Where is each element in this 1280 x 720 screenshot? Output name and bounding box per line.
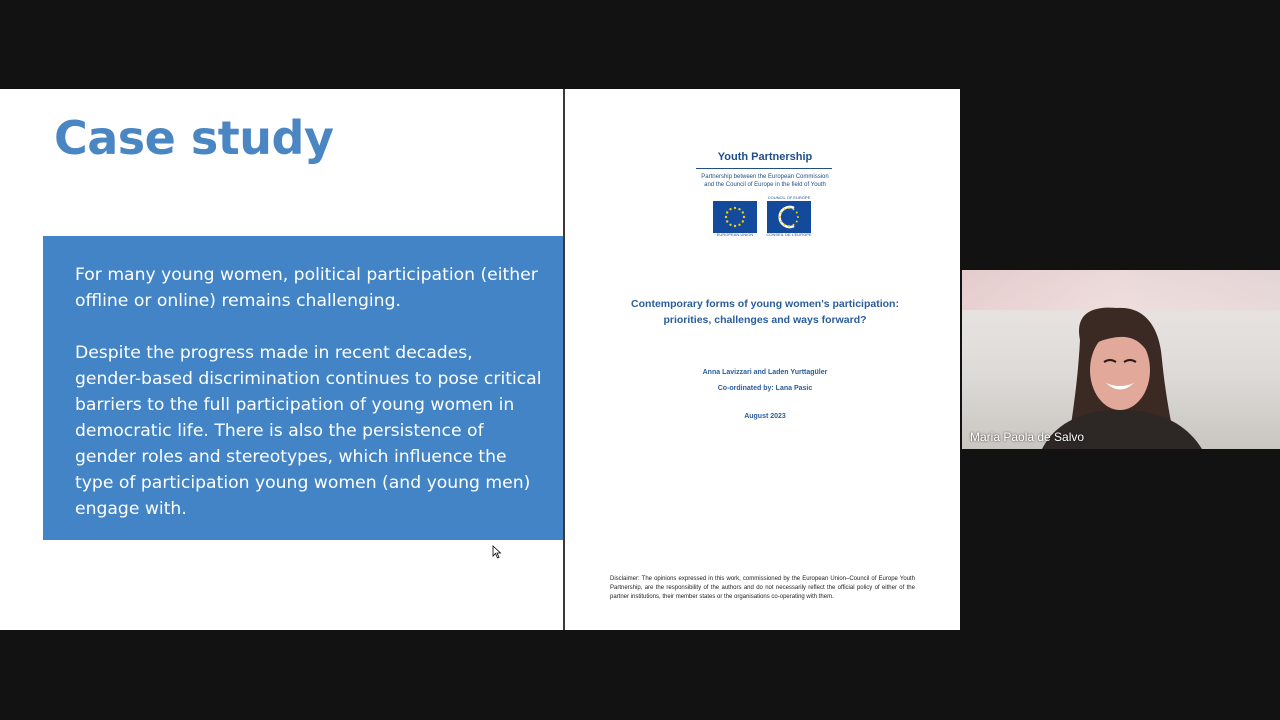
presentation-slide <box>0 89 960 630</box>
org-subtitle <box>565 173 960 189</box>
eu-logo-label: EUROPEAN UNION <box>716 232 754 237</box>
eu-flag-logo <box>713 201 757 233</box>
org-title-underline <box>696 168 832 169</box>
participant-name-label: Maria Paola de Salvo <box>970 430 1085 444</box>
slide-title: Case study <box>54 111 334 165</box>
case-study-text-box <box>43 236 563 540</box>
coordinator: Co-ordinated by: Lana Pasic <box>717 385 813 392</box>
org-title: Youth Partnership <box>717 151 813 163</box>
authors-names: Anna Lavizzari and Laden Yurttagüler <box>702 369 828 376</box>
report-cover <box>565 89 960 630</box>
coe-emblem-icon <box>767 201 811 233</box>
report-title-line-1: Contemporary forms of young women's participation: <box>631 298 899 310</box>
coe-logo-top-label: COUNCIL OF EUROPE <box>767 195 811 200</box>
council-of-europe-logo <box>767 201 811 233</box>
eu-stars-icon <box>713 201 757 233</box>
report-authors <box>565 365 960 397</box>
report-title-line-2: priorities, challenges and ways forward? <box>663 314 867 326</box>
report-disclaimer: Disclaimer: The opinions expressed in this work, commissioned by the European Union–Council of Europe Youth Partnership, are the responsibility of the authors and do not necessarily reflect the official policy of either of the partner institutions, their member states or the organisations co-operating with them. <box>610 576 915 600</box>
slide-paragraph-2: Despite the progress made in recent decades, gender-based discrimination continues to pose critical barriers to the full participation of young women in democratic life. There is also the persistence of gender roles and stereotypes, which influence the type of participation young women (and young men) engage with. <box>75 343 542 519</box>
org-subtitle-line-2: and the Council of Europe in the field of Youth <box>704 182 826 188</box>
slide-paragraph-1: For many young women, political participation (either offline or online) remains challenging. <box>75 265 538 311</box>
report-date: August 2023 <box>744 413 786 420</box>
participant-video-tile[interactable] <box>962 270 1280 449</box>
mouse-cursor-icon <box>492 545 502 559</box>
participant-video-icon <box>962 270 1280 449</box>
report-title <box>565 296 960 328</box>
coe-logo-label: CONSEIL DE L'EUROPE <box>766 232 812 237</box>
org-subtitle-line-1: Partnership between the European Commission <box>701 174 829 180</box>
slide-left-panel <box>0 89 563 630</box>
